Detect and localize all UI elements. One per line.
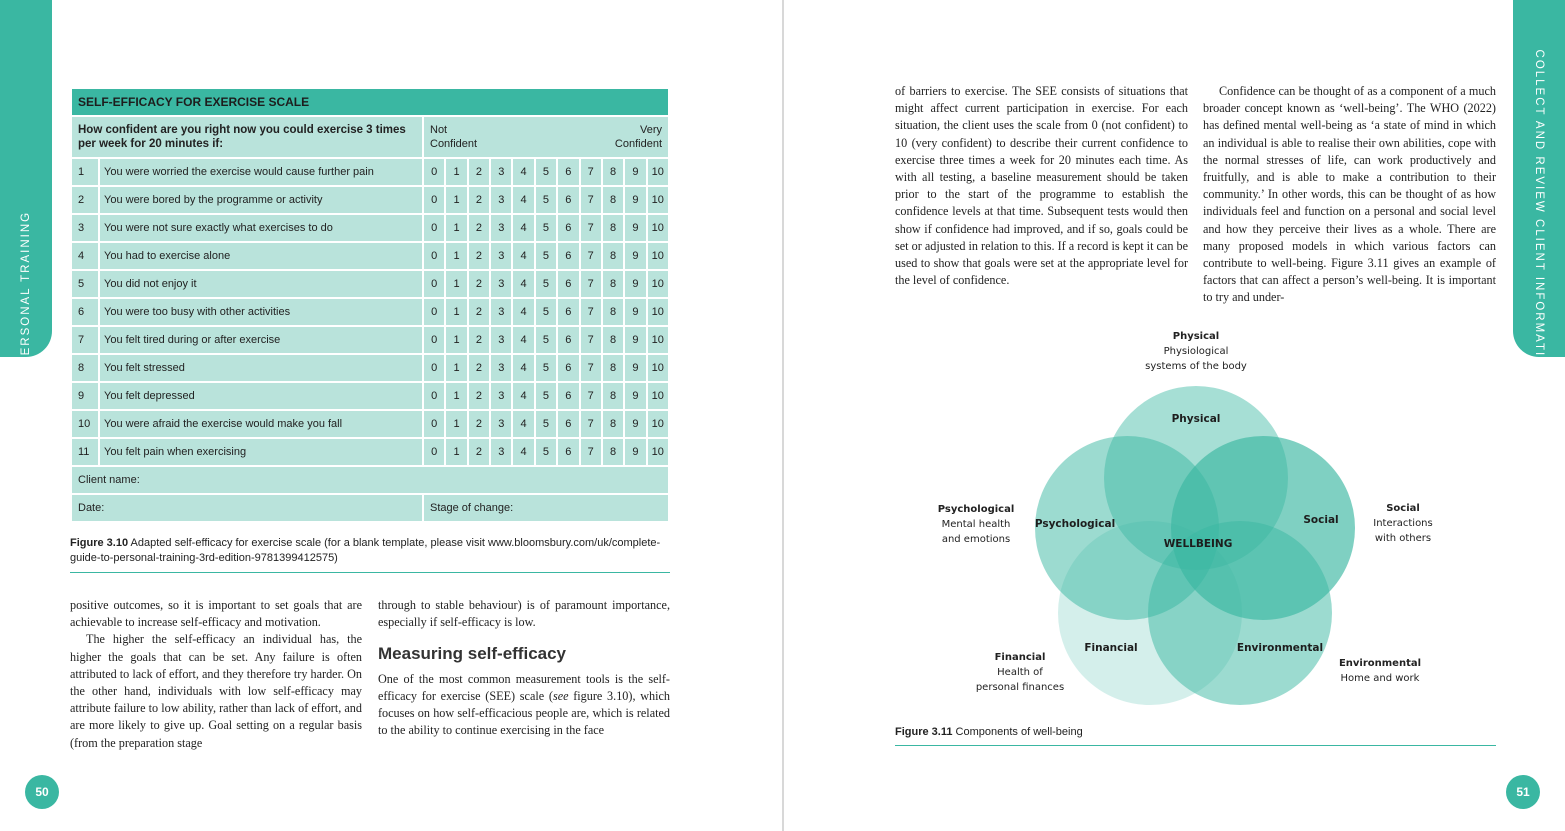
score-cell[interactable]: 9 [624,382,646,410]
score-cell[interactable]: 4 [512,410,534,438]
table-row [71,242,669,270]
page-gutter [782,0,784,831]
score-cell[interactable]: 2 [468,242,490,270]
page-number-left: 50 [25,775,59,809]
score-cell[interactable]: 9 [624,298,646,326]
text-span: One of the most common measurement tools is the self-efficacy for exercise (SEE) scale ( [378,671,670,703]
outer-line: Home and work [1340,673,1420,684]
score-cell[interactable]: 5 [535,270,557,298]
score-cell[interactable]: 9 [624,186,646,214]
score-cell[interactable]: 9 [624,326,646,354]
score-cell[interactable]: 1 [445,186,467,214]
item-statement: You were afraid the exercise would make you fall [99,410,423,438]
score-cell[interactable]: 3 [490,214,512,242]
side-tab-right-label: COLLECT AND REVIEW CLIENT INFORMATION [1533,49,1545,379]
score-cell[interactable]: 3 [490,354,512,382]
score-cell[interactable]: 9 [624,270,646,298]
paragraph: Confidence can be thought of as a component of a much broader concept known as ‘well-being’. The WHO (2022) has defined mental well-being as ‘a state of mind in which an individual is able to realise their own abilities, cope with the normal stresses of life, can work productively and fruitfully, and is able to make a contribution to their community.’ In other words, this can be thought of as how individuals feel and function on a personal and social level and how they perceive their lives as a whole. There are many proposed models in which various factors can contribute to well-being. Figure 3.11 gives an example of factors that can affect a person’s well-being. It is important to try and under- [1203,84,1496,305]
score-cell[interactable]: 8 [602,298,624,326]
figure-3-10-caption [70,536,670,566]
score-cell[interactable]: 2 [468,438,490,466]
figure-3-11-caption [895,725,1496,740]
score-cell[interactable]: 5 [535,326,557,354]
right-column-2 [1203,83,1496,307]
paragraph: The higher the self-efficacy an individual has, the higher the goals that can be set. Any failure is often attributed to lack of effort, and they therefore try harder. On the other hand, individuals with low self-efficacy may attribute failure to low ability, rather than lack of effort, and are more likely to give up. Goal setting on a regular basis (from the preparation stage [70,632,362,750]
outer-title: Environmental [1338,658,1422,669]
table-row [71,158,669,186]
center-label-wellbeing: WELLBEING [1163,538,1233,550]
side-tab-left [0,0,52,366]
text-italic: see [552,688,569,703]
score-cell[interactable]: 10 [647,410,669,438]
outer-label-psychological [938,502,1015,547]
outer-line: and emotions [941,534,1011,545]
score-cell[interactable]: 5 [535,214,557,242]
scale-high-label: Very [639,124,662,136]
circle-label-psychological: Psychological [1034,518,1116,530]
outer-line: Interactions [1373,518,1433,529]
figure-3-11-text: Components of well-being [952,726,1083,738]
outer-line: personal finances [975,682,1065,693]
score-cell[interactable]: 7 [580,354,602,382]
score-cell[interactable]: 4 [512,158,534,186]
score-cell[interactable]: 4 [512,214,534,242]
outer-title: Psychological [937,504,1015,515]
item-statement: You felt stressed [99,354,423,382]
outer-title: Social [1386,503,1420,514]
scale-low-sub: Confident [430,138,478,150]
score-cell[interactable]: 1 [445,158,467,186]
score-cell[interactable]: 4 [512,326,534,354]
score-cell[interactable]: 1 [445,410,467,438]
table-row [71,410,669,438]
score-cell[interactable]: 6 [557,158,579,186]
score-cell[interactable]: 1 [445,270,467,298]
left-column-2 [378,597,670,739]
score-cell[interactable]: 8 [602,242,624,270]
score-cell[interactable]: 2 [468,186,490,214]
score-cell[interactable]: 8 [602,158,624,186]
item-statement: You felt pain when exercising [99,438,423,466]
item-statement: You had to exercise alone [99,242,423,270]
client-name-row [71,466,669,494]
score-cell[interactable]: 0 [423,326,445,354]
score-cell[interactable]: 0 [423,410,445,438]
score-cell[interactable]: 5 [535,438,557,466]
score-cell[interactable]: 5 [535,410,557,438]
item-number: 11 [71,438,99,466]
outer-title: Financial [994,652,1046,663]
score-cell[interactable]: 2 [468,270,490,298]
score-cell[interactable]: 4 [512,270,534,298]
stage-of-change-field[interactable]: Stage of change: [423,494,669,522]
item-number: 5 [71,270,99,298]
table-question: How confident are you right now you could exercise 3 times per week for 20 minutes if: [71,116,423,158]
score-cell[interactable]: 10 [647,326,669,354]
score-cell[interactable]: 9 [624,354,646,382]
score-cell[interactable]: 7 [580,158,602,186]
score-cell[interactable]: 6 [557,186,579,214]
score-cell[interactable]: 0 [423,242,445,270]
table-row [71,382,669,410]
paragraph [378,671,670,740]
score-cell[interactable]: 5 [535,242,557,270]
score-cell[interactable]: 6 [557,354,579,382]
score-cell[interactable]: 0 [423,438,445,466]
score-cell[interactable]: 7 [580,214,602,242]
score-cell[interactable]: 0 [423,158,445,186]
figure-3-11-label: Figure 3.11 [895,726,953,738]
scale-header [423,116,669,158]
table-row [71,214,669,242]
score-cell[interactable]: 0 [423,298,445,326]
score-cell[interactable]: 3 [490,326,512,354]
score-cell[interactable]: 4 [512,298,534,326]
score-cell[interactable]: 7 [580,326,602,354]
score-cell[interactable]: 6 [557,382,579,410]
item-statement: You felt depressed [99,382,423,410]
score-cell[interactable]: 1 [445,326,467,354]
score-cell[interactable]: 2 [468,158,490,186]
circle-label-social: Social [1303,514,1339,526]
score-cell[interactable]: 7 [580,242,602,270]
item-number: 1 [71,158,99,186]
score-cell[interactable]: 10 [647,214,669,242]
paragraph: through to stable behaviour) is of paramount importance, especially if self-efficacy is low. [378,598,670,630]
outer-label-social [1373,501,1432,546]
outer-label-financial [976,650,1064,695]
scale-low-label: Not [430,124,448,136]
score-cell[interactable]: 9 [624,438,646,466]
section-heading: Measuring self-efficacy [378,644,567,664]
item-statement: You were not sure exactly what exercises to do [99,214,423,242]
score-cell[interactable]: 5 [535,186,557,214]
score-cell[interactable]: 10 [647,354,669,382]
score-cell[interactable]: 7 [580,298,602,326]
score-cell[interactable]: 9 [624,242,646,270]
table-row [71,186,669,214]
table-row [71,270,669,298]
item-number: 8 [71,354,99,382]
self-efficacy-table [70,87,670,523]
score-cell[interactable]: 1 [445,354,467,382]
score-cell[interactable]: 3 [490,158,512,186]
outer-line: with others [1374,533,1432,544]
score-cell[interactable]: 4 [512,354,534,382]
score-cell[interactable]: 8 [602,186,624,214]
score-cell[interactable]: 4 [512,186,534,214]
score-cell[interactable]: 9 [624,410,646,438]
outer-line: Mental health [941,519,1011,530]
score-cell[interactable]: 7 [580,382,602,410]
paragraph: of barriers to exercise. The SEE consists of situations that might affect current participation in exercise. For each situation, the client uses the scale from 0 (not confident) to 10 (very confident) to describe their current confidence to exercise three times a week for 20 minutes each time. As with all testing, a baseline measurement should be taken prior to the start of the programme to establish the confidence levels at that time. Subsequent tests would then show if confidence had improved, and if so, goals could be set or adjusted in relation to this. If a record is kept it can be used to show that goals were set at the appropriate level for the level of confidence. [895,84,1188,288]
outer-line: Health of [997,667,1043,678]
table-row [71,354,669,382]
score-cell[interactable]: 10 [647,242,669,270]
score-cell[interactable]: 2 [468,326,490,354]
score-cell[interactable]: 2 [468,354,490,382]
circle-label-environmental: Environmental [1236,642,1324,654]
item-number: 4 [71,242,99,270]
score-cell[interactable]: 0 [423,270,445,298]
figure-3-10-label: Figure 3.10 [70,537,129,549]
score-cell[interactable]: 5 [535,354,557,382]
score-cell[interactable]: 1 [445,438,467,466]
score-cell[interactable]: 10 [647,158,669,186]
item-statement: You felt tired during or after exercise [99,326,423,354]
score-cell[interactable]: 2 [468,214,490,242]
score-cell[interactable]: 8 [602,214,624,242]
item-number: 7 [71,326,99,354]
date-stage-row [71,494,669,522]
score-cell[interactable]: 2 [468,382,490,410]
item-number: 9 [71,382,99,410]
score-cell[interactable]: 6 [557,438,579,466]
score-cell[interactable]: 8 [602,410,624,438]
outer-label-environmental [1339,656,1421,686]
score-cell[interactable]: 7 [580,186,602,214]
item-number: 10 [71,410,99,438]
item-number: 3 [71,214,99,242]
item-number: 6 [71,298,99,326]
score-cell[interactable]: 6 [557,214,579,242]
text-span: figure 3.10), which focuses on how self-efficacious people are, which is related to the ability to continue exercising in the face [378,688,670,738]
score-cell[interactable]: 1 [445,214,467,242]
right-column-1 [895,83,1188,289]
score-cell[interactable]: 7 [580,410,602,438]
outer-title: Physical [1172,331,1220,342]
score-cell[interactable]: 10 [647,298,669,326]
score-cell[interactable]: 0 [423,214,445,242]
score-cell[interactable]: 10 [647,270,669,298]
score-cell[interactable]: 2 [468,410,490,438]
score-cell[interactable]: 2 [468,298,490,326]
score-cell[interactable]: 5 [535,298,557,326]
side-tab-left-label: PERSONAL TRAINING [20,210,32,366]
score-cell[interactable]: 8 [602,382,624,410]
date-field[interactable]: Date: [71,494,423,522]
paragraph: positive outcomes, so it is important to set goals that are achievable to increase self-efficacy and motivation. [70,598,362,630]
table-row [71,298,669,326]
score-cell[interactable]: 10 [647,382,669,410]
score-cell[interactable]: 10 [647,186,669,214]
table-title: SELF-EFFICACY FOR EXERCISE SCALE [71,88,669,116]
score-cell[interactable]: 0 [423,354,445,382]
score-cell[interactable]: 3 [490,298,512,326]
outer-line: Physiological [1163,346,1229,357]
score-cell[interactable]: 3 [490,410,512,438]
score-cell[interactable]: 6 [557,242,579,270]
score-cell[interactable]: 7 [580,270,602,298]
score-cell[interactable]: 0 [423,382,445,410]
score-cell[interactable]: 6 [557,410,579,438]
score-cell[interactable]: 3 [490,186,512,214]
item-number: 2 [71,186,99,214]
score-cell[interactable]: 9 [624,158,646,186]
item-statement: You were bored by the programme or activity [99,186,423,214]
figure-3-10-text: Adapted self-efficacy for exercise scale (for a blank template, please visit www.bloomsbury.com/uk/complete-guide-to-personal-training-3rd-edition-9781399412575) [70,537,661,564]
client-name-field[interactable]: Client name: [71,466,669,494]
circle-label-physical: Physical [1171,413,1221,425]
caption-rule-right [895,745,1496,746]
score-cell[interactable]: 4 [512,242,534,270]
scale-high-sub: Confident [614,138,662,150]
item-statement: You were too busy with other activities [99,298,423,326]
score-cell[interactable]: 3 [490,270,512,298]
left-column-1 [70,597,362,752]
score-cell[interactable]: 1 [445,242,467,270]
caption-rule-left [70,572,670,573]
item-statement: You did not enjoy it [99,270,423,298]
outer-label-physical [1145,329,1247,374]
page-number-right: 51 [1506,775,1540,809]
table-row [71,326,669,354]
score-cell[interactable]: 6 [557,270,579,298]
score-cell[interactable]: 0 [423,186,445,214]
item-statement: You were worried the exercise would cause further pain [99,158,423,186]
score-cell[interactable]: 8 [602,354,624,382]
score-cell[interactable]: 5 [535,158,557,186]
outer-line: systems of the body [1145,361,1247,372]
score-cell[interactable]: 1 [445,382,467,410]
score-cell[interactable]: 10 [647,438,669,466]
table-row [71,438,669,466]
circle-label-financial: Financial [1084,642,1138,654]
score-cell[interactable]: 5 [535,382,557,410]
score-cell[interactable]: 3 [490,438,512,466]
score-cell[interactable]: 6 [557,326,579,354]
score-cell[interactable]: 8 [602,326,624,354]
score-cell[interactable]: 3 [490,382,512,410]
score-cell[interactable]: 8 [602,438,624,466]
score-cell[interactable]: 4 [512,382,534,410]
score-cell[interactable]: 1 [445,298,467,326]
side-tab-right [1513,0,1565,379]
score-cell[interactable]: 8 [602,270,624,298]
score-cell[interactable]: 6 [557,298,579,326]
wellbeing-diagram [895,320,1496,720]
score-cell[interactable]: 3 [490,242,512,270]
score-cell[interactable]: 4 [512,438,534,466]
score-cell[interactable]: 7 [580,438,602,466]
score-cell[interactable]: 9 [624,214,646,242]
